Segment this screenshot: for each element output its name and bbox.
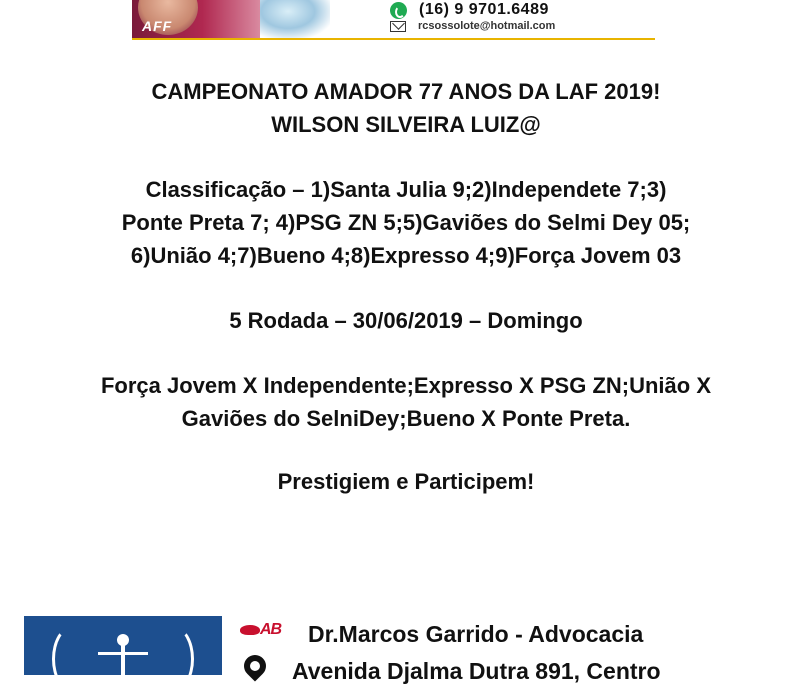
standings-line: Ponte Preta 7; 4)PSG ZN 5;5)Gaviões do Selmi Dey 05; bbox=[121, 210, 691, 235]
whatsapp-icon bbox=[390, 2, 407, 19]
closing-line: Prestigiem e Participem! bbox=[277, 469, 535, 494]
article-body bbox=[0, 75, 812, 498]
email-address: rcsossolote@hotmail.com bbox=[418, 20, 556, 32]
oab-swoosh-icon bbox=[240, 625, 260, 635]
scales-of-justice-icon bbox=[98, 652, 148, 655]
phone-number: (16) 9 9701.6489 bbox=[419, 1, 549, 18]
standings-line: 6)União 4;7)Bueno 4;8)Expresso 4;9)Força Jovem 03 bbox=[130, 243, 682, 268]
article-title: CAMPEONATO AMADOR 77 ANOS DA LAF 2019! bbox=[151, 79, 661, 104]
matches-line: Força Jovem X Independente;Expresso X PSG ZN;União X bbox=[100, 373, 712, 398]
oab-logo-text: AB bbox=[260, 621, 282, 638]
banner-logo-text: AFF bbox=[142, 18, 173, 34]
banner-map-graphic bbox=[260, 0, 330, 38]
laurel-left-icon bbox=[52, 626, 92, 675]
laurel-right-icon bbox=[154, 626, 194, 675]
mail-icon bbox=[390, 21, 406, 32]
oab-logo bbox=[240, 621, 300, 641]
scale-pole-icon bbox=[121, 640, 125, 675]
email-row bbox=[390, 20, 555, 32]
location-pin-icon bbox=[239, 650, 270, 681]
lawyer-address: Avenida Djalma Dutra 891, Centro bbox=[292, 658, 661, 684]
top-banner bbox=[132, 0, 655, 40]
phone-row bbox=[390, 1, 549, 19]
banner-photo bbox=[132, 0, 260, 38]
law-scales-logo bbox=[24, 616, 222, 675]
banner-contact bbox=[390, 0, 655, 38]
standings-line: Classificação – 1)Santa Julia 9;2)Independete 7;3) bbox=[145, 177, 667, 202]
article-author: WILSON SILVEIRA LUIZ@ bbox=[271, 112, 541, 137]
matches-line: Gaviões do SelniDey;Bueno X Ponte Preta. bbox=[181, 406, 631, 431]
lawyer-name: Dr.Marcos Garrido - Advocacia bbox=[308, 621, 644, 647]
round-line: 5 Rodada – 30/06/2019 – Domingo bbox=[229, 308, 583, 333]
